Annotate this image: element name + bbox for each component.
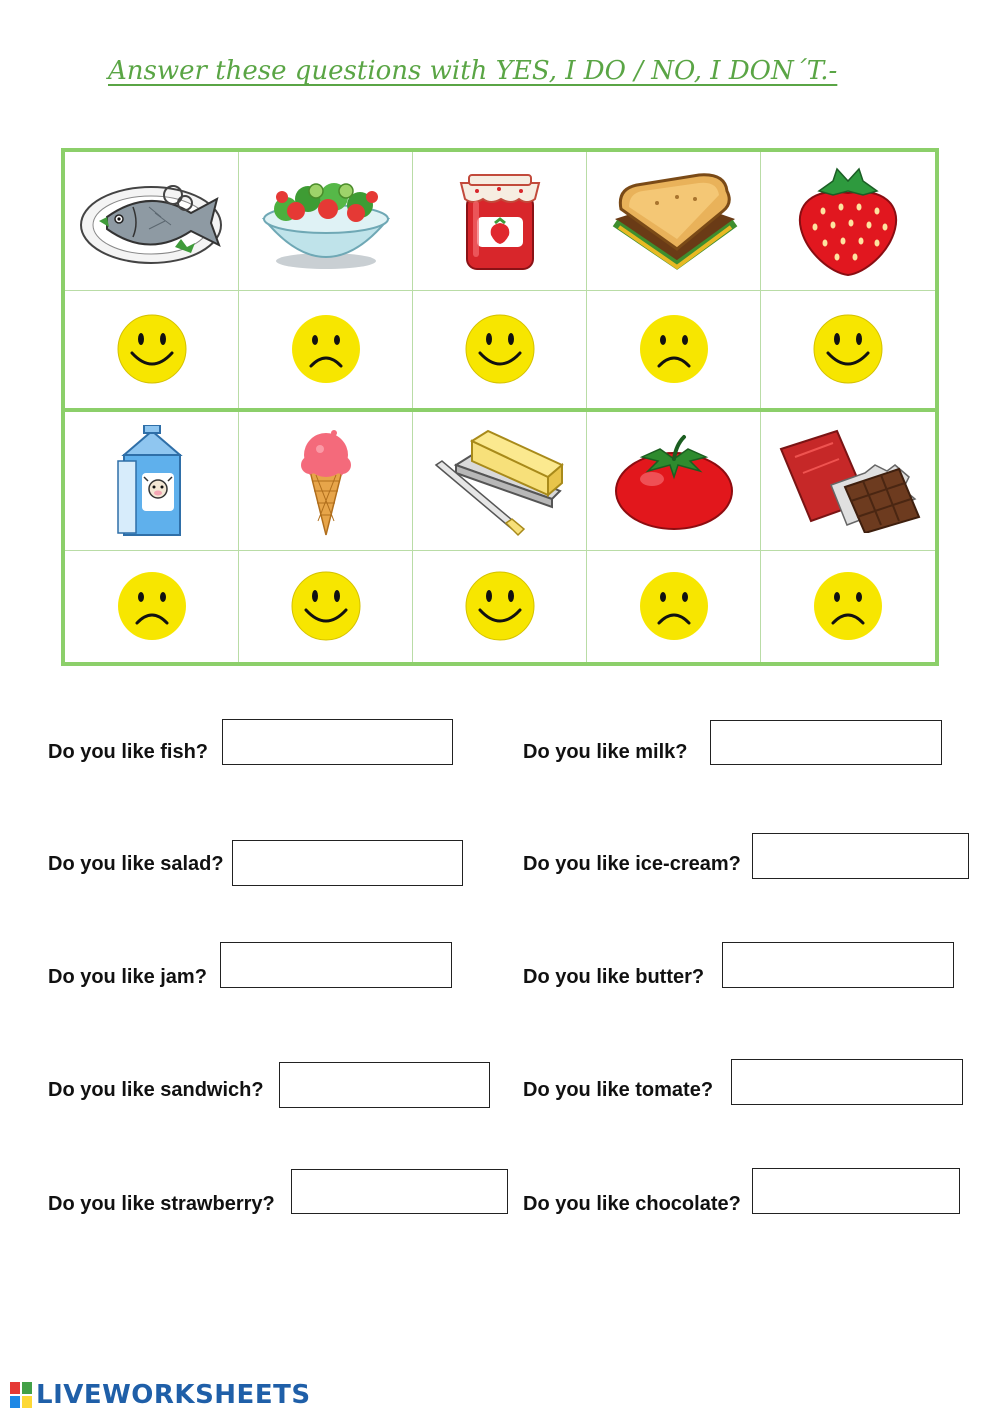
question-jam: Do you like jam? (48, 966, 207, 988)
happy-face-icon (812, 313, 884, 385)
answer-ice-cream-input[interactable] (752, 833, 969, 879)
happy-face-icon (464, 570, 536, 642)
sad-face-icon (813, 571, 883, 641)
grid-cell (413, 550, 587, 662)
grid-cell (587, 152, 761, 290)
question-chocolate: Do you like chocolate? (523, 1193, 741, 1215)
answer-milk-input[interactable] (710, 720, 942, 765)
grid-cell (761, 152, 935, 290)
answer-fish-input[interactable] (222, 719, 453, 765)
grid-cell (587, 550, 761, 662)
grid-cell (239, 290, 413, 408)
grid-cell (65, 412, 239, 550)
brand-name: LIVEWORKSHEETS (36, 1380, 311, 1410)
question-tomate: Do you like tomate? (523, 1079, 714, 1101)
smiley-row-2 (65, 550, 935, 662)
grid-cell (413, 290, 587, 408)
liveworksheets-logo (10, 1380, 311, 1410)
happy-face-icon (290, 570, 362, 642)
question-strawberry: Do you like strawberry? (48, 1193, 275, 1215)
grid-cell (587, 412, 761, 550)
answer-strawberry-input[interactable] (291, 1169, 508, 1214)
grid-cell (239, 412, 413, 550)
salad-bowl-icon (256, 169, 396, 273)
happy-face-icon (464, 313, 536, 385)
grid-cell (413, 412, 587, 550)
smiley-row-1 (65, 290, 935, 412)
worksheet-title: Answer these questions with YES, I DO / NO, I DON´T.- (108, 56, 838, 86)
grid-cell (65, 290, 239, 408)
food-grid (61, 148, 939, 666)
grid-cell (587, 290, 761, 408)
question-ice-cream: Do you like ice-cream? (523, 853, 741, 875)
sad-face-icon (117, 571, 187, 641)
answer-jam-input[interactable] (220, 942, 452, 988)
question-sandwich: Do you like sandwich? (48, 1079, 264, 1101)
fish-plate-icon (79, 173, 225, 269)
food-row-2 (65, 412, 935, 551)
grid-cell (65, 152, 239, 290)
sad-face-icon (639, 314, 709, 384)
strawberry-icon (793, 165, 903, 277)
sad-face-icon (291, 314, 361, 384)
tomato-icon (612, 431, 736, 531)
question-milk: Do you like milk? (523, 741, 688, 763)
milk-carton-icon (114, 425, 190, 537)
question-salad: Do you like salad? (48, 853, 224, 875)
grid-cell (65, 550, 239, 662)
grid-cell (761, 412, 935, 550)
answer-salad-input[interactable] (232, 840, 463, 886)
answer-sandwich-input[interactable] (279, 1062, 490, 1108)
answer-chocolate-input[interactable] (752, 1168, 960, 1214)
grid-cell (761, 550, 935, 662)
grid-cell (239, 550, 413, 662)
happy-face-icon (116, 313, 188, 385)
question-fish: Do you like fish? (48, 741, 209, 763)
butter-icon (432, 425, 568, 537)
food-row-1 (65, 152, 935, 291)
chocolate-bar-icon (775, 429, 921, 533)
answer-tomate-input[interactable] (731, 1059, 963, 1105)
answer-butter-input[interactable] (722, 942, 954, 988)
question-butter: Do you like butter? (523, 966, 705, 988)
grid-cell (413, 152, 587, 290)
jam-jar-icon (455, 169, 545, 273)
liveworksheets-cube-icon (10, 1382, 32, 1408)
grid-cell (761, 290, 935, 408)
grid-cell (239, 152, 413, 290)
sandwich-icon (607, 169, 741, 273)
ice-cream-icon (294, 425, 358, 537)
sad-face-icon (639, 571, 709, 641)
